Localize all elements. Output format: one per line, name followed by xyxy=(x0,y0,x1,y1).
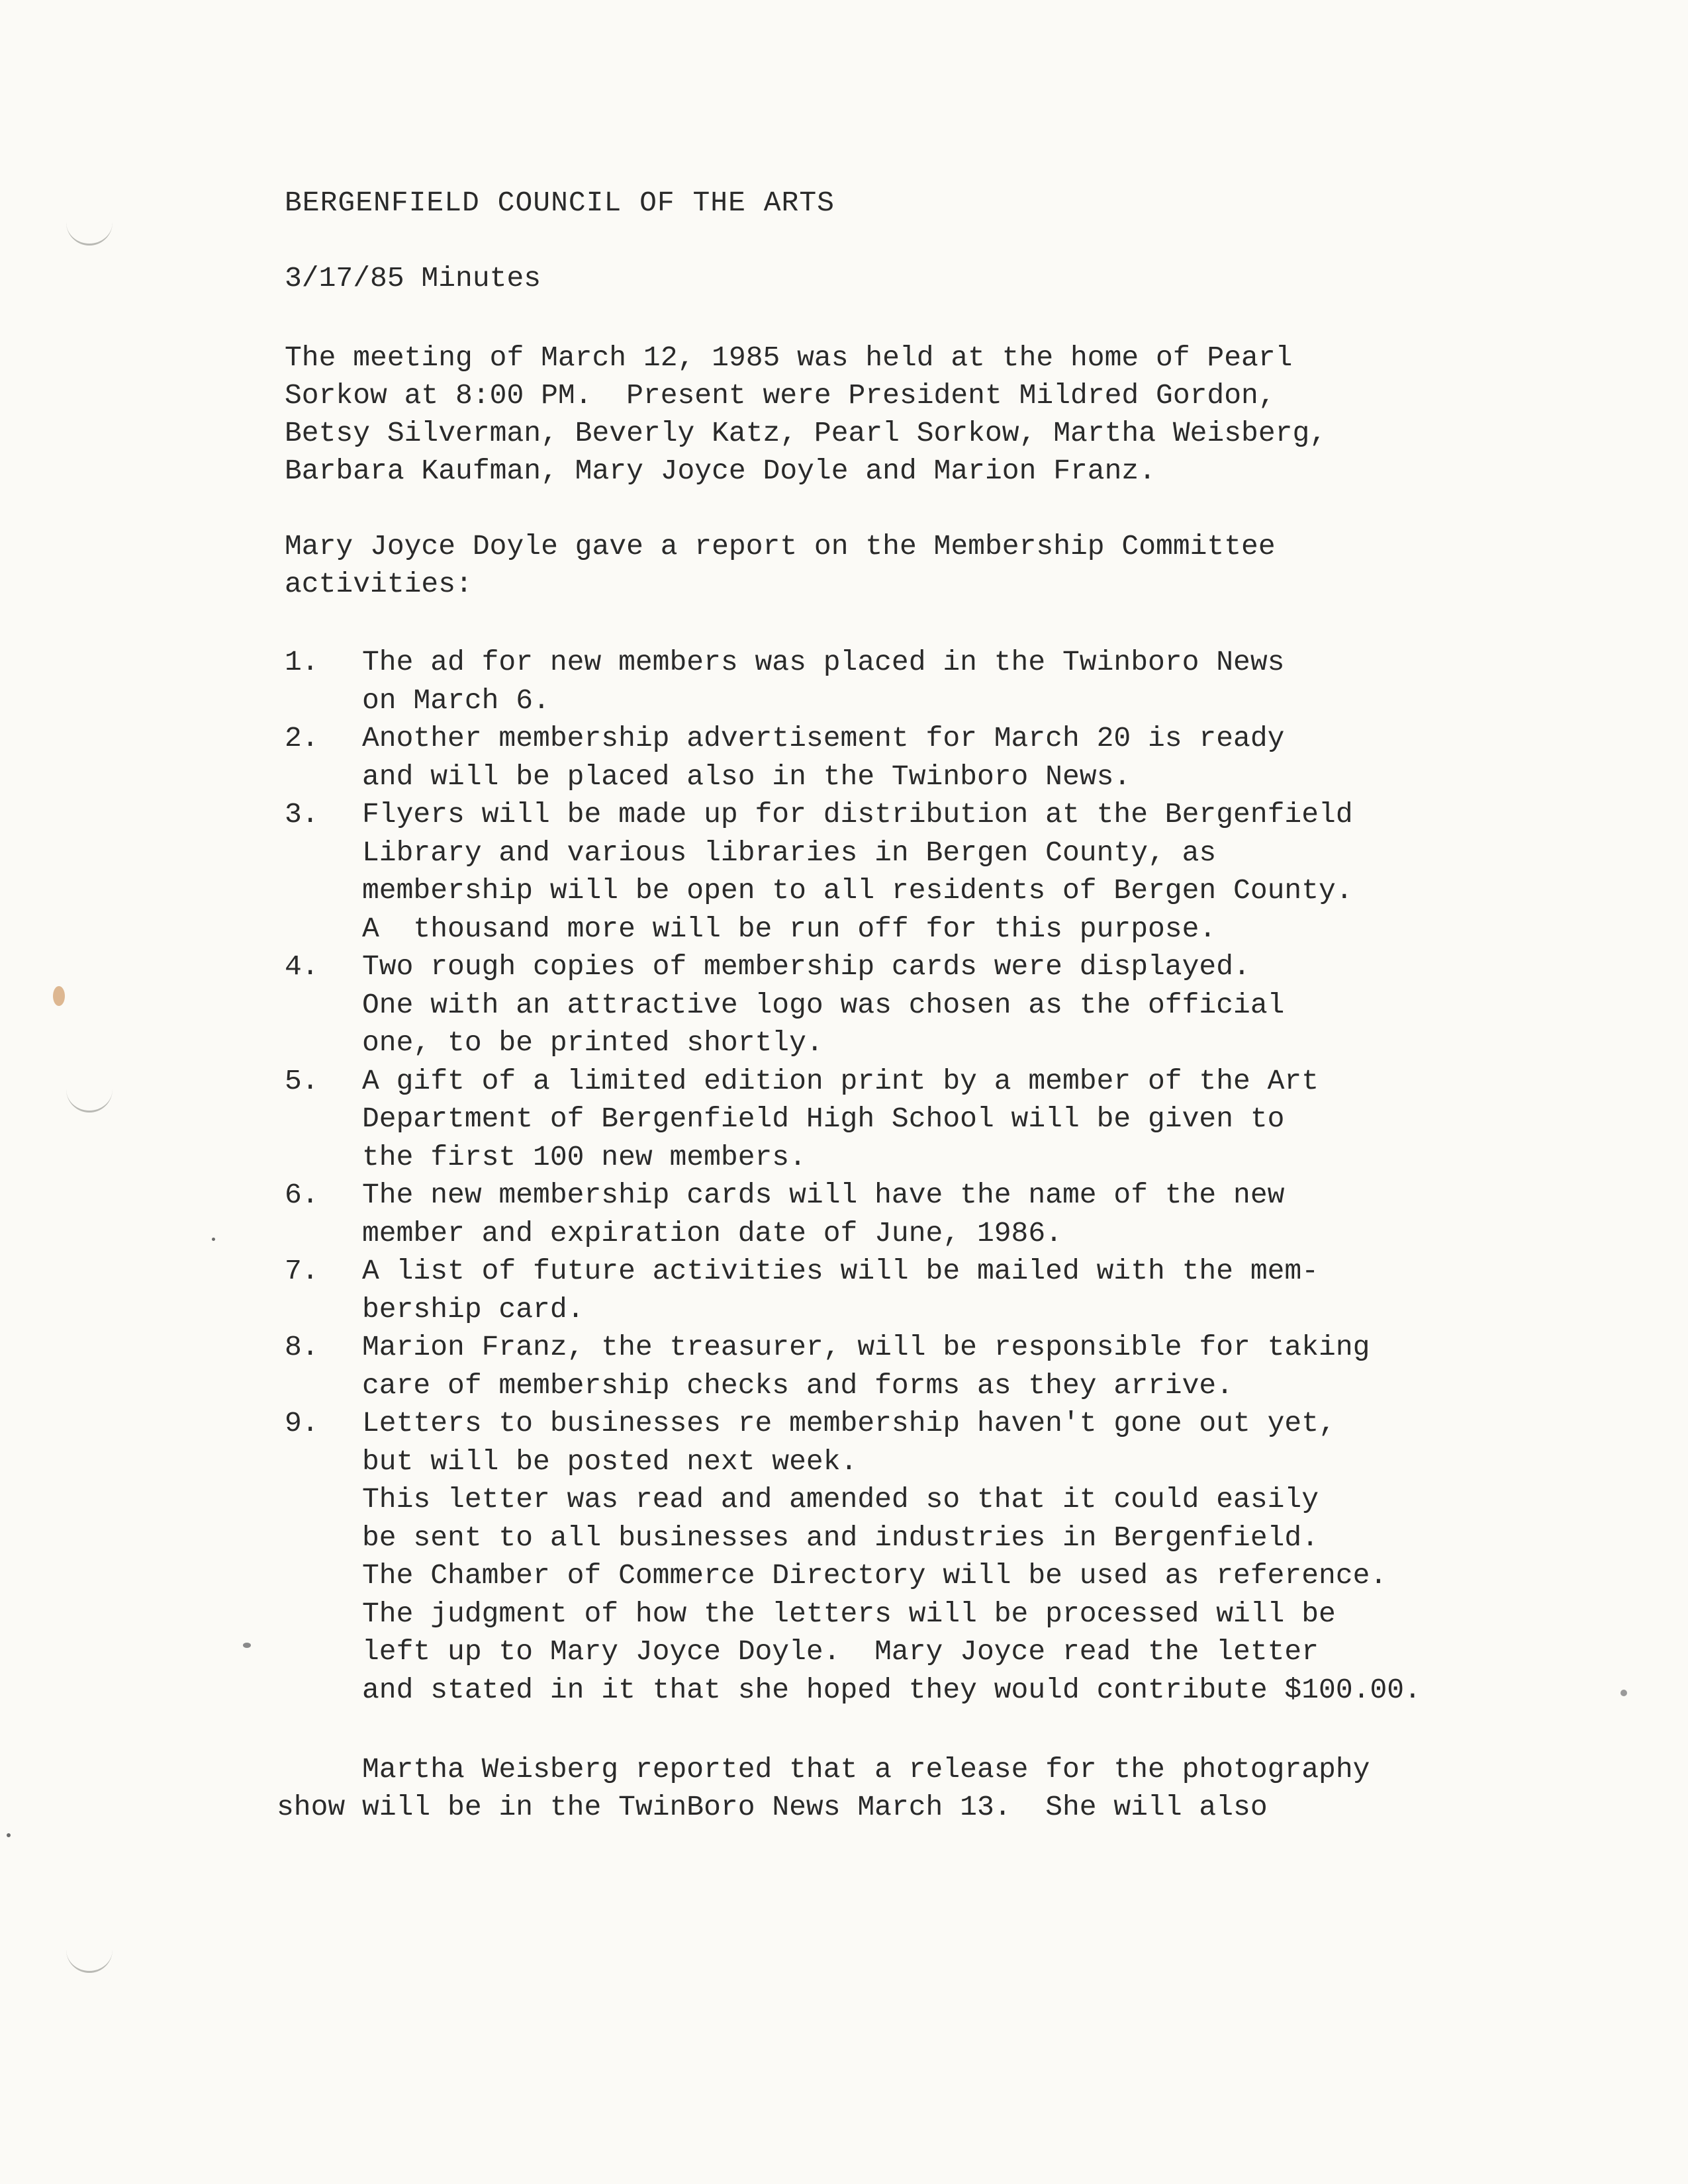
list-item xyxy=(285,1176,1575,1252)
list-item-text: The ad for new members was placed in the Twinboro News on March 6. xyxy=(362,646,1285,717)
list-item-number: 2. xyxy=(285,722,319,754)
intro-paragraph: The meeting of March 12, 1985 was held at the home of Pearl Sorkow at 8:00 PM. Present were President Mildred Gordon, Betsy Silverman, Beverly Katz, Pearl Sorkow, Martha Weisberg, Barbara Kaufman, Mary Joyce Doyle and Marion Franz. xyxy=(285,341,1327,487)
list-item-text: Marion Franz, the treasurer, will be responsible for taking care of membership checks and forms as they arrive. xyxy=(362,1331,1370,1402)
list-item-number: 1. xyxy=(285,646,319,678)
list-item xyxy=(285,1062,1575,1177)
list-item xyxy=(285,643,1575,719)
list-item-number: 3. xyxy=(285,798,319,831)
paper-speck xyxy=(243,1643,251,1648)
report-intro-paragraph: Mary Joyce Doyle gave a report on the Membership Committee activities: xyxy=(285,530,1276,600)
list-item-number: 4. xyxy=(285,950,319,983)
membership-activities-list xyxy=(285,643,1575,1709)
paper-speck xyxy=(7,1833,11,1837)
list-item-text: Two rough copies of membership cards were displayed. One with an attractive logo was chosen as the official one, to be printed shortly. xyxy=(362,950,1285,1059)
list-item-number: 6. xyxy=(285,1179,319,1211)
binder-hole-bottom xyxy=(66,1946,113,1973)
list-item xyxy=(285,719,1575,796)
list-item-text: Letters to businesses re membership haven't gone out yet, but will be posted next week. This letter was read and amended so that it could easily be sent to all businesses and industries in Bergenfield. The Chamber of Commerce Directory will be used as reference. The judgment of how the letters will be processed will be left up to Mary Joyce Doyle. Mary Joyce read the letter and stated in it that she hoped they would contribute $100.00. xyxy=(362,1407,1421,1706)
list-item xyxy=(285,1404,1575,1709)
list-item xyxy=(285,796,1575,948)
list-item xyxy=(285,1328,1575,1404)
list-item-number: 7. xyxy=(285,1255,319,1287)
list-item-number: 8. xyxy=(285,1331,319,1363)
list-item-number: 5. xyxy=(285,1064,319,1097)
binder-hole-top xyxy=(66,218,113,246)
document-title: BERGENFIELD COUNCIL OF THE ARTS xyxy=(285,187,835,219)
paper-speck xyxy=(212,1238,215,1241)
paper-speck xyxy=(1620,1690,1627,1696)
list-item-text: Another membership advertisement for March 20 is ready and will be placed also in the Twinboro News. xyxy=(362,722,1285,793)
minutes-date: 3/17/85 Minutes xyxy=(285,262,541,295)
list-item-text: A gift of a limited edition print by a member of the Art Department of Bergenfield High School will be given to the first 100 new members. xyxy=(362,1064,1319,1173)
binder-hole-middle xyxy=(66,1085,113,1113)
list-item xyxy=(285,948,1575,1062)
list-item-text: The new membership cards will have the name of the new member and expiration date of June, 1986. xyxy=(362,1179,1285,1250)
closing-paragraph: Martha Weisberg reported that a release for the photography show will be in the TwinBoro News March 13. She will also xyxy=(277,1753,1370,1823)
list-item-number: 9. xyxy=(285,1407,319,1439)
list-item-text: A list of future activities will be mailed with the mem- bership card. xyxy=(362,1255,1319,1326)
list-item-text: Flyers will be made up for distribution at the Bergenfield Library and various libraries in Bergen County, as membership will be open to all residents of Bergen County. A thousand more will be run off for this purpose. xyxy=(362,798,1353,945)
list-item xyxy=(285,1252,1575,1328)
paper-stain xyxy=(53,986,65,1006)
